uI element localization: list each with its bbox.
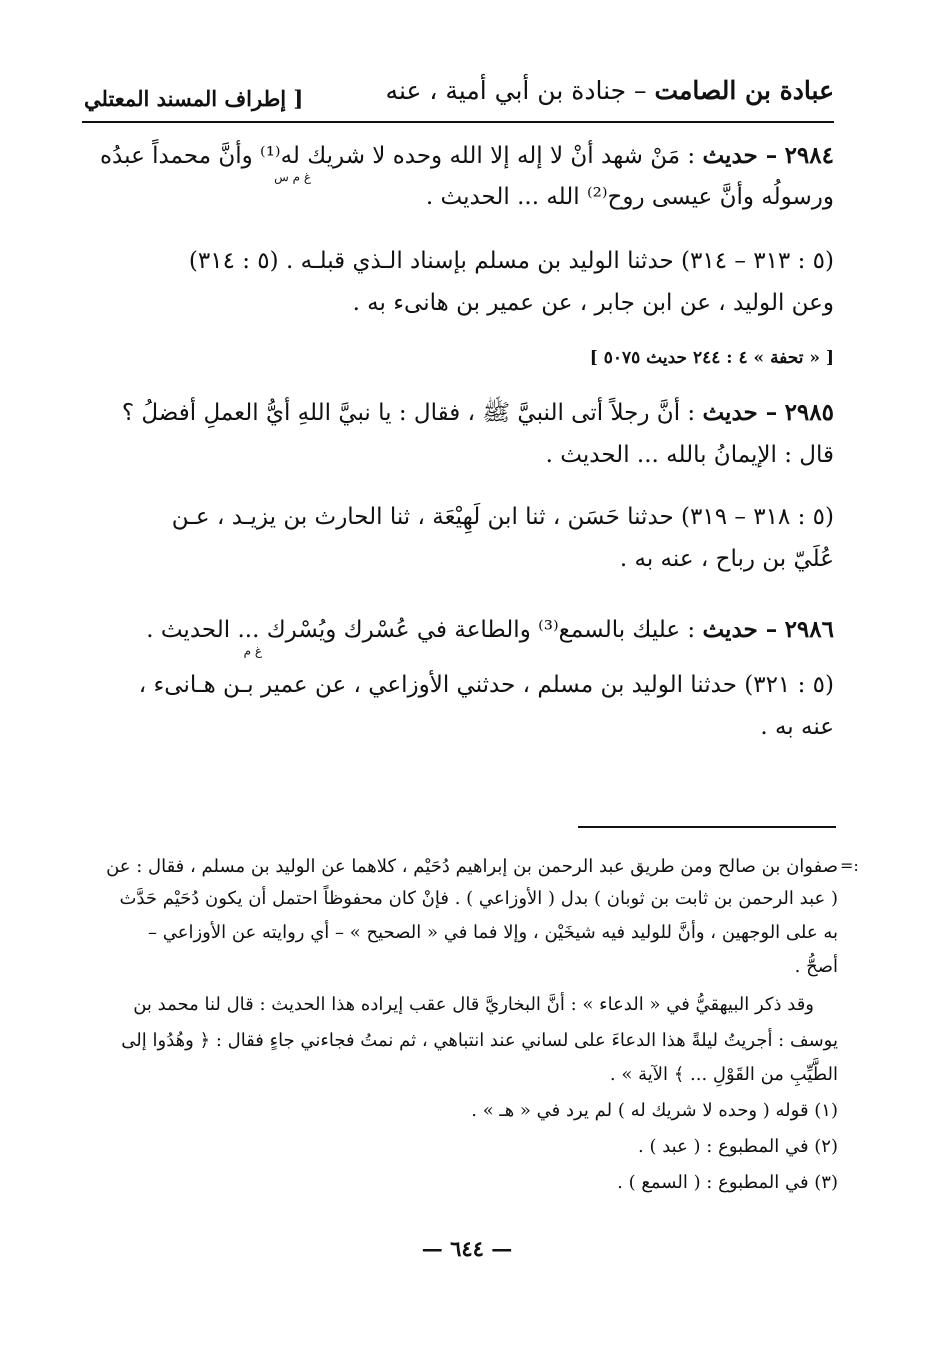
entry-2985-isnad1: (٥ : ٣١٨ – ٣١٩) حدثنا حَسَن ، ثنا ابن لَهِيْعَة ، ثنا الحارث بن يزيـد ، عـن — [171, 504, 834, 530]
footnote-note-2: (٢) في المطبوع : ( عبد ) . — [638, 1136, 838, 1157]
hadith-text: : عليك بالسمع⁽³⁾ والطاعة في عُسْرك ويُسْرك ... الحديث . — [146, 617, 696, 643]
footnote-line: أصحُّ . — [794, 956, 838, 977]
entry-2984-line1: ٢٩٨٤ – حديث : مَنْ شهد أنْ لا إله إلا الله وحده لا شريك له⁽¹⁾ وأنَّ محمداً عبدُه — [100, 142, 834, 169]
manuscript-sigla: غ م — [243, 644, 262, 658]
footnote-line: صفوان بن صالح ومن طريق عبد الرحمن بن إبراهيم دُحَيْم ، كلاهما عن الوليد بن مسلم ، فقال : عن — [106, 856, 838, 877]
chain-title: – جنادة بن أبي أمية ، عنه — [385, 76, 647, 105]
running-head-left: [ إطراف المسند المعتلي — [84, 86, 304, 111]
hadith-keyword: حديث — [702, 399, 758, 426]
entry-2984-line2: ورسولُه وأنَّ عيسى روح⁽²⁾ الله ... الحديث . — [425, 184, 834, 210]
header-rule — [82, 121, 834, 123]
running-head-right — [386, 76, 834, 105]
footnote-line: الطَّيِّبِ من القَوْلِ ... ﴾ الآية » . — [609, 1064, 838, 1085]
footnote-line: به على الوجهين ، وأنَّ للوليد فيه شيخَيْن ، وإلا فما في « الصحيح » – أي روايته عن الأوزاعي – — [148, 922, 838, 943]
footnote-rule — [578, 826, 836, 828]
entry-2986-line1: ٢٩٨٦ – حديث : عليك بالسمع⁽³⁾ والطاعة في عُسْرك ويُسْرك ... الحديث . — [146, 616, 834, 643]
entry-2986-isnad2: عنه به . — [760, 714, 834, 740]
entry-2985-line2: قال : الإيمانُ بالله ... الحديث . — [545, 442, 834, 468]
entry-2984-isnad2: وعن الوليد ، عن ابن جابر ، عن عمير بن هانىء به . — [352, 290, 834, 316]
hadith-text: : أنَّ رجلاً أتى النبيَّ ﷺ ، فقال : يا نبيَّ اللهِ أيُّ العملِ أفضلُ ؟ — [121, 400, 696, 426]
manuscript-sigla: غ م س — [274, 170, 311, 184]
hadith-keyword: حديث — [702, 142, 758, 169]
hadith-number: ٢٩٨٥ — [784, 399, 834, 426]
footnote-line: يوسف : أجريتُ ليلةً هذا الدعاءَ على لساني عند انتباهي ، ثم نمتُ فجاءني جاءٍ فقال : ﴿ وهُدُوا إلى — [121, 1030, 838, 1051]
entry-2985-line1: ٢٩٨٥ – حديث : أنَّ رجلاً أتى النبيَّ ﷺ ، فقال : يا نبيَّ اللهِ أيُّ العملِ أفضلُ ؟ — [121, 399, 834, 426]
footnote-note-3: (٣) في المطبوع : ( السمع ) . — [617, 1172, 838, 1193]
entry-2986-isnad1: (٥ : ٣٢١) حدثنا الوليد بن مسلم ، حدثني الأوزاعي ، عن عمير بـن هـانىء ، — [138, 672, 834, 698]
footnote-note-1: (١) قوله ( وحده لا شريك له ) لم يرد في « هـ » . — [471, 1100, 838, 1121]
page-number: — ٦٤٤ — — [421, 1236, 513, 1261]
hadith-keyword: حديث — [702, 616, 758, 643]
footnote-line: ( عبد الرحمن بن ثابت بن ثوبان ) بدل ( الأوزاعي ) . فإنْ كان محفوظاً احتمل أن يكون دُحَيْم حَدَّث — [119, 888, 838, 909]
hadith-number: ٢٩٨٤ — [784, 142, 834, 169]
entry-2984-isnad1: (٥ : ٣١٣ – ٣١٤) حدثنا الوليد بن مسلم بإسناد الـذي قبلـه . (٥ : ٣١٤) — [188, 248, 834, 274]
entry-2985-isnad2: عُلَيّ بن رباح ، عنه به . — [619, 546, 834, 572]
hadith-number: ٢٩٨٦ — [784, 616, 834, 643]
footnote-continuation-marker: =: — [840, 856, 859, 875]
tuhfa-reference: [ « تحفة » ٤ : ٢٤٤ حديث ٥٠٧٥ ] — [589, 348, 834, 368]
hadith-text: : مَنْ شهد أنْ لا إله إلا الله وحده لا شريك له⁽¹⁾ وأنَّ محمداً عبدُه — [100, 143, 696, 169]
companion-name: عبادة بن الصامت — [654, 76, 834, 105]
footnote-line: وقد ذكر البيهقيُّ في « الدعاء » : أنَّ البخاريَّ قال عقب إيراده هذا الحديث : قال لنا محمد بن — [133, 994, 814, 1015]
